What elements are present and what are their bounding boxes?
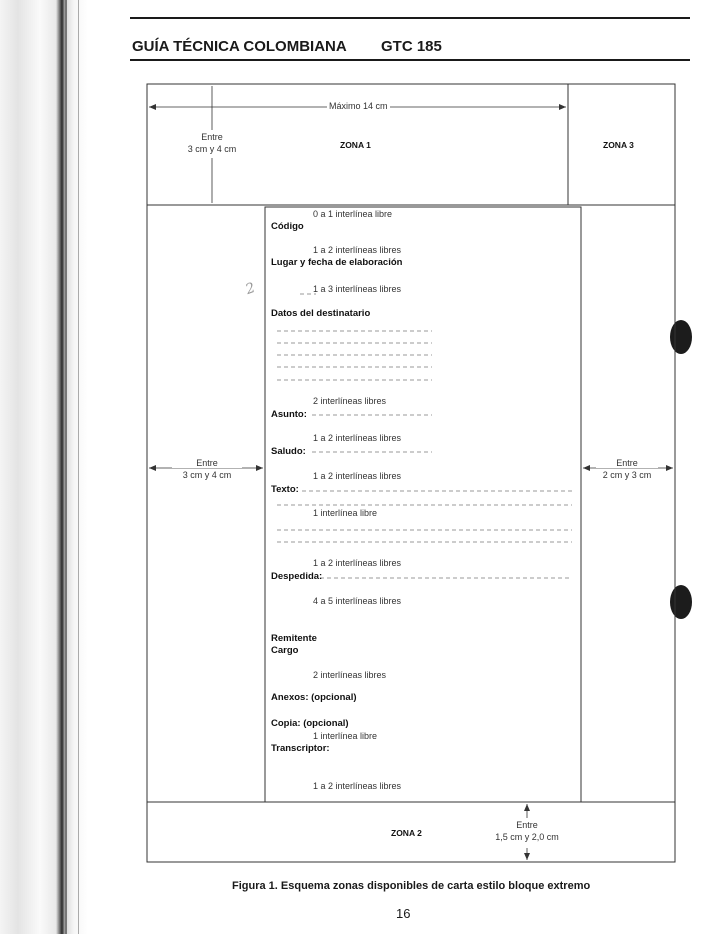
zone-1-label: ZONA 1	[340, 140, 371, 150]
field-anexos: Anexos: (opcional)	[271, 692, 357, 703]
handwritten-mark: 2	[243, 279, 258, 299]
bottom-margin-label-line2: 1,5 cm y 2,0 cm	[495, 832, 559, 842]
spacing-note: 1 a 3 interlíneas libres	[313, 284, 402, 294]
spacing-note: 4 a 5 interlíneas libres	[313, 596, 402, 606]
zone-2-label: ZONA 2	[391, 828, 422, 838]
field-codigo: Código	[271, 221, 304, 232]
left-margin-label-line2: 3 cm y 4 cm	[172, 470, 242, 480]
spacing-note: 1 a 2 interlíneas libres	[313, 471, 402, 481]
max-width-label: Máximo 14 cm	[329, 101, 388, 111]
spacing-note: 1 a 2 interlíneas libres	[313, 245, 402, 255]
field-texto: Texto:	[271, 484, 299, 495]
spacing-note: 1 a 2 interlíneas libres	[313, 433, 402, 443]
header-left-title: GUÍA TÉCNICA COLOMBIANA	[132, 38, 347, 55]
top-margin-label-line2: 3 cm y 4 cm	[187, 144, 237, 154]
field-saludo: Saludo:	[271, 446, 306, 457]
field-transcriptor: Transcriptor:	[271, 743, 330, 754]
field-copia: Copia: (opcional)	[271, 718, 349, 729]
header-right-title: GTC 185	[381, 38, 442, 55]
spacing-note: 1 a 2 interlíneas libres	[313, 781, 402, 791]
spacing-note: 1 a 2 interlíneas libres	[313, 558, 402, 568]
spacing-note: 1 interlínea libre	[313, 731, 378, 741]
spacing-note: 1 interlínea libre	[313, 508, 378, 518]
right-margin-label-line1: Entre	[596, 458, 658, 468]
spacing-note: 2 interlíneas libres	[313, 396, 387, 406]
field-lugar-fecha: Lugar y fecha de elaboración	[271, 257, 403, 268]
figure-caption: Figura 1. Esquema zonas disponibles de carta estilo bloque extremo	[232, 880, 591, 892]
spacing-note: 2 interlíneas libres	[313, 670, 387, 680]
field-despedida: Despedida:	[271, 571, 323, 582]
right-margin-label-line2: 2 cm y 3 cm	[596, 470, 658, 480]
zone-3-label: ZONA 3	[603, 140, 634, 150]
bottom-margin-label-line1: Entre	[516, 820, 538, 830]
field-remitente: Remitente	[271, 633, 317, 644]
field-destinatario: Datos del destinatario	[271, 308, 371, 319]
top-margin-label-line1: Entre	[201, 132, 223, 142]
spacing-note: 0 a 1 interlínea libre	[313, 209, 393, 219]
left-margin-label-line1: Entre	[172, 458, 242, 468]
field-cargo: Cargo	[271, 645, 299, 656]
field-asunto: Asunto:	[271, 409, 307, 420]
page-number: 16	[396, 906, 411, 921]
